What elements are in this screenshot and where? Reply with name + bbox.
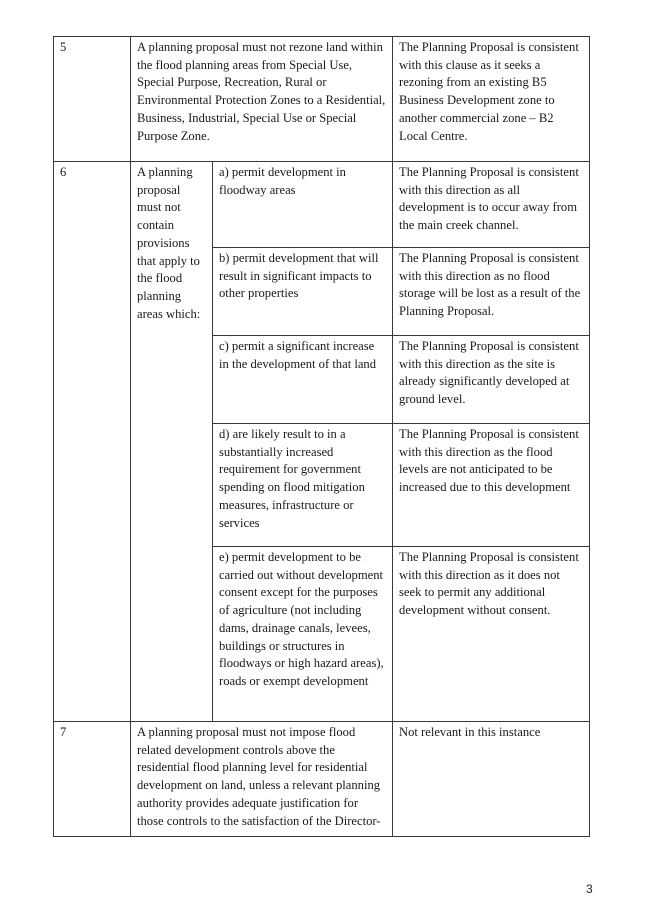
subitem-text: e) permit development to be carried out without development consent except for the purposes of agriculture (not including dams, drainage canals, levees, buildings or structures in floodways or high hazard areas), roads or exempt development xyxy=(213,547,393,722)
subitem-response: The Planning Proposal is consistent with this direction as it does not seek to permit any additional development without consent. xyxy=(393,547,590,722)
table-row xyxy=(54,722,590,837)
clause-response: The Planning Proposal is consistent with this clause as it seeks a rezoning from an existing B5 Business Development zone to another commercial zone – B2 Local Centre. xyxy=(393,37,590,162)
subitem-response: The Planning Proposal is consistent with this direction as the flood levels are not anticipated to be increased due to this development xyxy=(393,424,590,547)
subitem-response: The Planning Proposal is consistent with this direction as the site is already significantly developed at ground level. xyxy=(393,336,590,424)
clause-requirement: A planning proposal must not rezone land within the flood planning areas from Special Use, Special Purpose, Recreation, Rural or Environmental Protection Zones to a Residential, Business, Industrial, Special Use or Special Purpose Zone. xyxy=(131,37,393,162)
subitem-text: c) permit a significant increase in the development of that land xyxy=(213,336,393,424)
consistency-table xyxy=(53,36,590,837)
clause-lead: A planning proposal must not contain provisions that apply to the flood planning areas which: xyxy=(131,162,213,722)
subitem-response: The Planning Proposal is consistent with this direction as all development is to occur away from the main creek channel. xyxy=(393,162,590,248)
clause-number: 7 xyxy=(54,722,131,837)
subitem-response: The Planning Proposal is consistent with this direction as no flood storage will be lost as a result of the Planning Proposal. xyxy=(393,248,590,336)
subitem-text: b) permit development that will result in significant impacts to other properties xyxy=(213,248,393,336)
subitem-text: d) are likely result to in a substantially increased requirement for government spending on flood mitigation measures, infrastructure or services xyxy=(213,424,393,547)
clause-number: 5 xyxy=(54,37,131,162)
subitem-text: a) permit development in floodway areas xyxy=(213,162,393,248)
table-row xyxy=(54,162,590,248)
clause-requirement: A planning proposal must not impose flood related development controls above the residential flood planning level for residential development on land, unless a relevant planning authority provides adequate justification for those controls to the satisfaction of the Director- xyxy=(131,722,393,837)
page-number: 3 xyxy=(586,882,593,896)
clause-number: 6 xyxy=(54,162,131,722)
clause-response: Not relevant in this instance xyxy=(393,722,590,837)
table-row xyxy=(54,37,590,162)
